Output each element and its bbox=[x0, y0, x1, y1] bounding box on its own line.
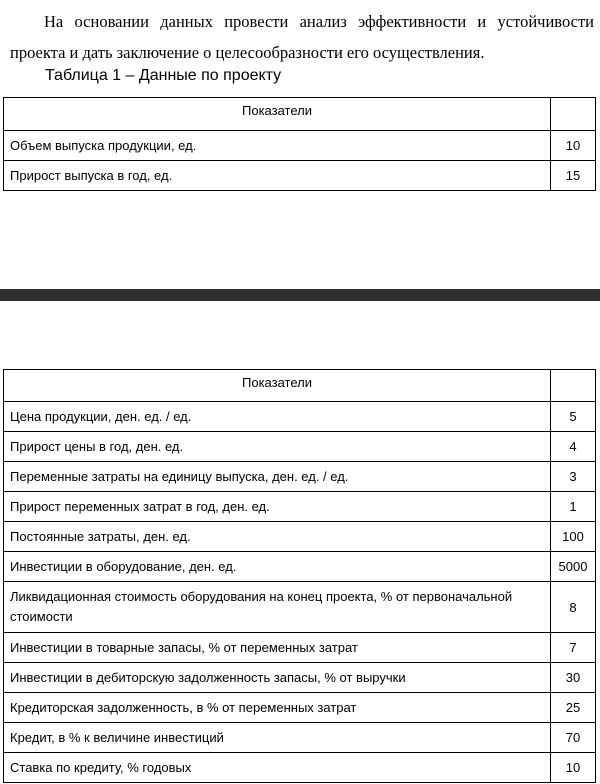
header-value-empty bbox=[551, 98, 596, 131]
row-label: Прирост цены в год, ден. ед. bbox=[4, 432, 551, 462]
row-label: Постоянные затраты, ден. ед. bbox=[4, 522, 551, 552]
row-label: Цена продукции, ден. ед. / ед. bbox=[4, 402, 551, 432]
row-label: Ставка по кредиту, % годовых bbox=[4, 753, 551, 783]
row-label: Прирост переменных затрат в год, ден. ед. bbox=[4, 492, 551, 522]
table-row bbox=[4, 522, 596, 552]
row-value: 30 bbox=[551, 663, 596, 693]
row-label: Ликвидационная стоимость оборудования на конец проекта, % от первоначальной стоимости bbox=[4, 582, 551, 633]
table-row bbox=[4, 723, 596, 753]
table-row bbox=[4, 161, 596, 191]
row-value: 10 bbox=[551, 131, 596, 161]
table-row bbox=[4, 753, 596, 783]
table-row bbox=[4, 693, 596, 723]
row-label: Объем выпуска продукции, ед. bbox=[4, 131, 551, 161]
table-row bbox=[4, 663, 596, 693]
project-parameters-table bbox=[3, 369, 596, 783]
table1-caption: Таблица 1 – Данные по проекту bbox=[45, 67, 282, 84]
project-data-table bbox=[3, 97, 596, 191]
row-value: 100 bbox=[551, 522, 596, 552]
row-label: Инвестиции в товарные запасы, % от переменных затрат bbox=[4, 633, 551, 663]
table-header-row bbox=[4, 98, 596, 131]
row-value: 4 bbox=[551, 432, 596, 462]
row-value: 7 bbox=[551, 633, 596, 663]
row-value: 15 bbox=[551, 161, 596, 191]
table-header-row bbox=[4, 370, 596, 402]
table-row bbox=[4, 131, 596, 161]
page-separator bbox=[0, 289, 600, 301]
row-value: 5 bbox=[551, 402, 596, 432]
row-label: Кредиторская задолженность, в % от переменных затрат bbox=[4, 693, 551, 723]
row-value: 3 bbox=[551, 462, 596, 492]
intro-paragraph: На основании данных провести анализ эффективности и устойчивости проекта и дать заключение о целесообразности его осуществления. bbox=[10, 12, 594, 62]
table-row bbox=[4, 582, 596, 633]
row-label: Прирост выпуска в год, ед. bbox=[4, 161, 551, 191]
row-value: 10 bbox=[551, 753, 596, 783]
row-value: 8 bbox=[551, 582, 596, 633]
header-value-empty bbox=[551, 370, 596, 402]
row-value: 25 bbox=[551, 693, 596, 723]
table-row bbox=[4, 633, 596, 663]
row-label: Инвестиции в оборудование, ден. ед. bbox=[4, 552, 551, 582]
row-label: Переменные затраты на единицу выпуска, ден. ед. / ед. bbox=[4, 462, 551, 492]
row-value: 70 bbox=[551, 723, 596, 753]
header-indicators: Показатели bbox=[4, 98, 551, 131]
row-value: 5000 bbox=[551, 552, 596, 582]
row-label: Кредит, в % к величине инвестиций bbox=[4, 723, 551, 753]
table-row bbox=[4, 432, 596, 462]
table-row bbox=[4, 462, 596, 492]
table-row bbox=[4, 492, 596, 522]
table-row bbox=[4, 552, 596, 582]
row-label: Инвестиции в дебиторскую задолженность запасы, % от выручки bbox=[4, 663, 551, 693]
row-value: 1 bbox=[551, 492, 596, 522]
table-row bbox=[4, 402, 596, 432]
header-indicators: Показатели bbox=[4, 370, 551, 402]
